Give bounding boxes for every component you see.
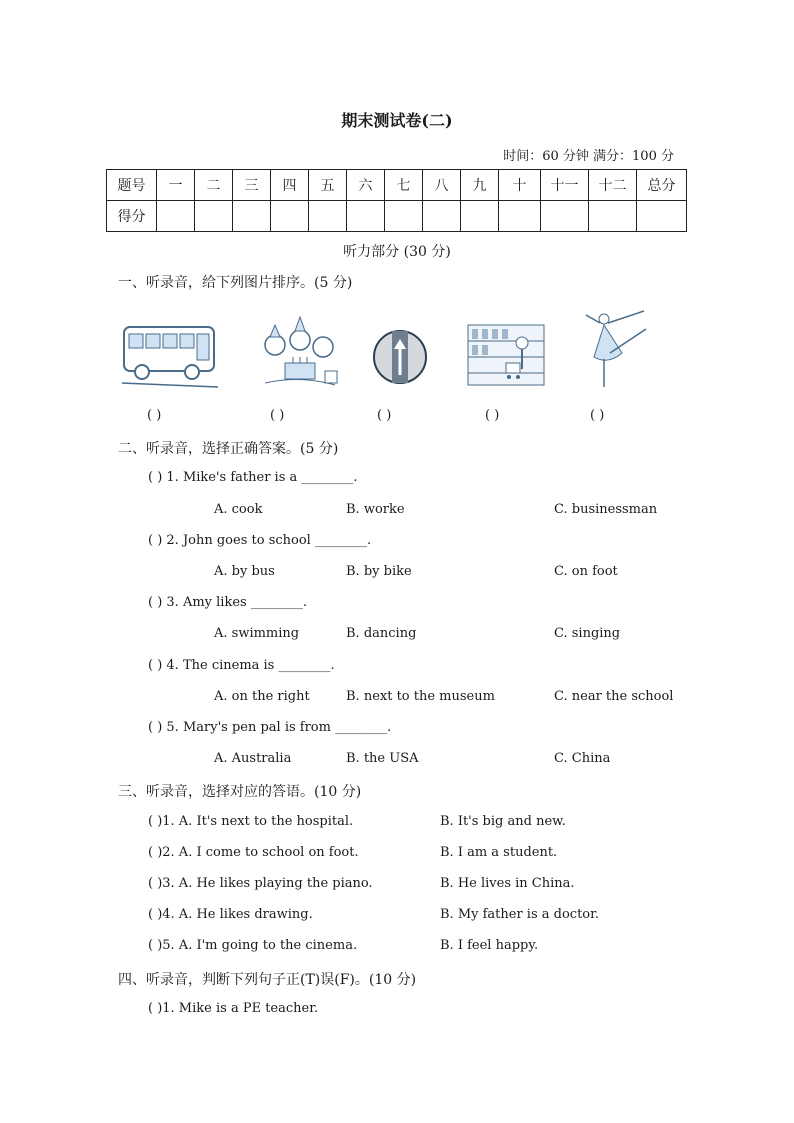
question-item: ( )1. Mike is a PE teacher. <box>148 1001 319 1016</box>
option-b[interactable]: B. by bike <box>346 564 412 579</box>
option-b[interactable]: B. next to the museum <box>346 689 495 704</box>
bus-icon <box>120 305 220 395</box>
answer-blank[interactable]: ( ) <box>377 408 392 423</box>
answer-blank[interactable]: ( ) <box>590 408 605 423</box>
page-title: 期末测试卷(二) <box>341 111 453 130</box>
answer-blank[interactable]: ( ) <box>270 408 285 423</box>
question-item: ( ) 4. The cinema is ________. <box>148 658 335 673</box>
table-cell: 十一 <box>541 170 589 201</box>
score-cell[interactable] <box>233 201 271 232</box>
option-c[interactable]: C. on foot <box>554 564 618 579</box>
birthday-party-icon <box>255 305 345 395</box>
option-a[interactable]: A. on the right <box>214 689 310 704</box>
score-cell[interactable] <box>157 201 195 232</box>
score-cell[interactable] <box>309 201 347 232</box>
question-item: ( )4. A. He likes drawing. <box>148 907 313 922</box>
option-a[interactable]: A. cook <box>214 502 263 517</box>
supermarket-icon <box>466 305 546 395</box>
section-2-heading: 二、听录音，选择正确答案。(5 分) <box>118 441 339 457</box>
option-b[interactable]: B. the USA <box>346 751 419 766</box>
table-cell: 五 <box>309 170 347 201</box>
option-b[interactable]: B. worke <box>346 502 405 517</box>
table-cell: 总分 <box>637 170 687 201</box>
table-cell: 八 <box>423 170 461 201</box>
option-b[interactable]: B. My father is a doctor. <box>440 907 600 922</box>
table-cell: 四 <box>271 170 309 201</box>
option-c[interactable]: C. near the school <box>554 689 674 704</box>
exam-meta: 时间：60 分钟 满分：100 分 <box>503 149 674 164</box>
score-cell[interactable] <box>461 201 499 232</box>
table-cell: 七 <box>385 170 423 201</box>
option-a[interactable]: A. Australia <box>214 751 292 766</box>
question-item: ( )1. A. It's next to the hospital. <box>148 814 354 829</box>
score-table-header-row <box>107 170 687 201</box>
table-cell: 六 <box>347 170 385 201</box>
question-item: ( )5. A. I'm going to the cinema. <box>148 938 358 953</box>
table-cell: 三 <box>233 170 271 201</box>
option-a[interactable]: A. by bus <box>214 564 275 579</box>
score-cell[interactable] <box>385 201 423 232</box>
question-item: ( ) 5. Mary's pen pal is from ________. <box>148 720 392 735</box>
option-b[interactable]: B. I feel happy. <box>440 938 539 953</box>
question-item: ( ) 2. John goes to school ________. <box>148 533 372 548</box>
answer-blank[interactable]: ( ) <box>147 408 162 423</box>
table-cell: 十 <box>499 170 541 201</box>
question-item: ( )3. A. He likes playing the piano. <box>148 876 373 891</box>
option-c[interactable]: C. singing <box>554 626 621 641</box>
score-cell[interactable] <box>271 201 309 232</box>
question-item: ( ) 3. Amy likes ________. <box>148 595 307 610</box>
score-cell[interactable] <box>541 201 589 232</box>
table-cell: 九 <box>461 170 499 201</box>
answer-blank[interactable]: ( ) <box>485 408 500 423</box>
listening-heading: 听力部分 (30 分) <box>343 244 451 260</box>
section-3-heading: 三、听录音，选择对应的答语。(10 分) <box>118 784 362 800</box>
option-b[interactable]: B. I am a student. <box>440 845 558 860</box>
table-cell: 十二 <box>589 170 637 201</box>
section-1-heading: 一、听录音，给下列图片排序。(5 分) <box>118 275 353 291</box>
option-b[interactable]: B. He lives in China. <box>440 876 575 891</box>
score-cell[interactable] <box>347 201 385 232</box>
score-cell[interactable] <box>423 201 461 232</box>
score-cell[interactable] <box>637 201 687 232</box>
option-c[interactable]: C. businessman <box>554 502 658 517</box>
section-4-heading: 四、听录音，判断下列句子正(T)误(F)。(10 分) <box>118 972 417 988</box>
table-cell: 得分 <box>107 201 157 232</box>
question-item: ( ) 1. Mike's father is a ________. <box>148 470 358 485</box>
option-c[interactable]: C. China <box>554 751 611 766</box>
score-table-score-row <box>107 201 687 232</box>
option-a[interactable]: A. swimming <box>214 626 300 641</box>
option-b[interactable]: B. dancing <box>346 626 417 641</box>
table-cell: 二 <box>195 170 233 201</box>
table-cell: 题号 <box>107 170 157 201</box>
ballet-dancer-icon <box>580 305 655 395</box>
option-b[interactable]: B. It's big and new. <box>440 814 566 829</box>
score-cell[interactable] <box>589 201 637 232</box>
score-table <box>106 169 687 232</box>
score-cell[interactable] <box>195 201 233 232</box>
score-cell[interactable] <box>499 201 541 232</box>
table-cell: 一 <box>157 170 195 201</box>
straight-arrow-sign-icon <box>370 305 430 395</box>
question-item: ( )2. A. I come to school on foot. <box>148 845 359 860</box>
